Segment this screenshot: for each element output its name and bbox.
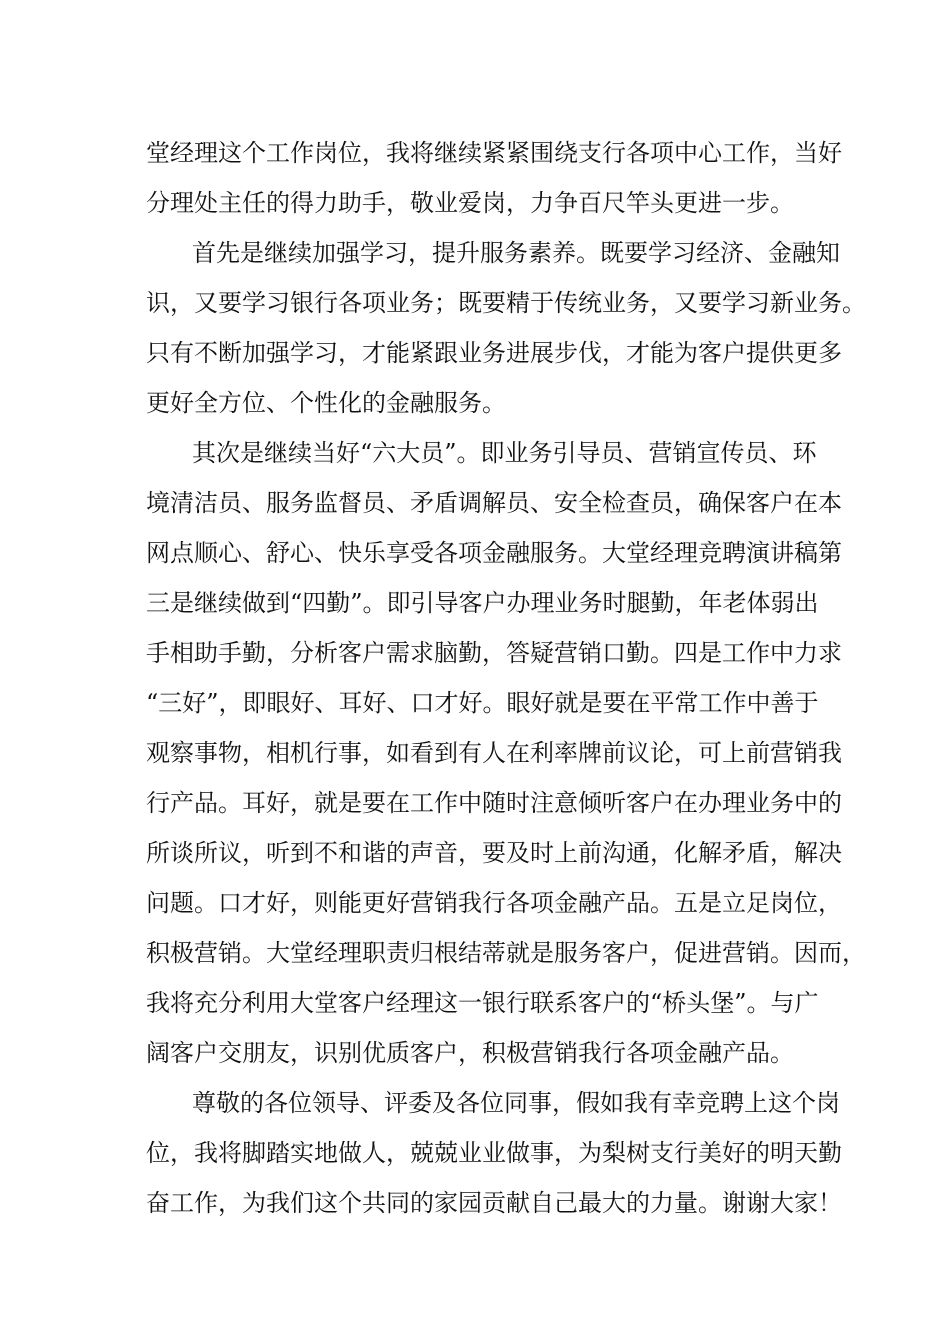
text-line: 网点顺心、舒心、快乐享受各项金融服务。大堂经理竞聘演讲稿第 [146,539,842,567]
text-line: 行产品。耳好，就是要在工作中随时注意倾听客户在办理业务中的 [146,789,842,817]
paragraph-4 [146,1078,842,1228]
text-line: 堂经理这个工作岗位，我将继续紧紧围绕支行各项中心工作，当好 [146,139,842,167]
body-text [146,128,866,1228]
text-line: 三是继续做到“四勤”。即引导客户办理业务时腿勤，年老体弱出 [146,589,819,617]
text-line: “三好”，即眼好、耳好、口才好。眼好就是要在平常工作中善于 [146,689,819,717]
text-line: 境清洁员、服务监督员、矛盾调解员、安全检查员，确保客户在本 [146,489,842,517]
text-line: 观察事物，相机行事，如看到有人在利率牌前议论，可上前营销我 [146,739,842,767]
paragraph-3 [146,428,866,1078]
text-line: 所谈所议，听到不和谐的声音，要及时上前沟通，化解矛盾，解决 [146,839,842,867]
paragraph-2 [146,228,866,428]
text-line: 分理处主任的得力助手，敬业爱岗，力争百尺竿头更进一步。 [146,189,794,217]
text-line: 只有不断加强学习，才能紧跟业务进展步伐，才能为客户提供更多 [146,339,842,367]
text-line: 手相助手勤，分析客户需求脑勤，答疑营销口勤。四是工作中力求 [146,639,842,667]
text-line: 尊敬的各位领导、评委及各位同事，假如我有幸竞聘上这个岗 [192,1089,840,1117]
paragraph-1 [146,128,842,228]
text-line: 积极营销。大堂经理职责归根结蒂就是服务客户，促进营销。因而， [146,939,866,967]
text-line: 阔客户交朋友，识别优质客户，积极营销我行各项金融产品。 [146,1039,794,1067]
text-line: 其次是继续当好“六大员”。即业务引导员、营销宣传员、环 [192,439,817,467]
text-line: 识，又要学习银行各项业务；既要精于传统业务，又要学习新业务。 [146,289,866,317]
text-line: 我将充分利用大堂客户经理这一银行联系客户的“桥头堡”。与广 [146,989,819,1017]
text-line: 更好全方位、个性化的金融服务。 [146,389,506,417]
text-line: 奋工作，为我们这个共同的家园贡献自己最大的力量。谢谢大家！ [146,1189,842,1217]
text-line: 首先是继续加强学习，提升服务素养。既要学习经济、金融知 [192,239,840,267]
text-line: 问题。口才好，则能更好营销我行各项金融产品。五是立足岗位， [146,889,842,917]
text-line: 位，我将脚踏实地做人，兢兢业业做事，为梨树支行美好的明天勤 [146,1139,842,1167]
